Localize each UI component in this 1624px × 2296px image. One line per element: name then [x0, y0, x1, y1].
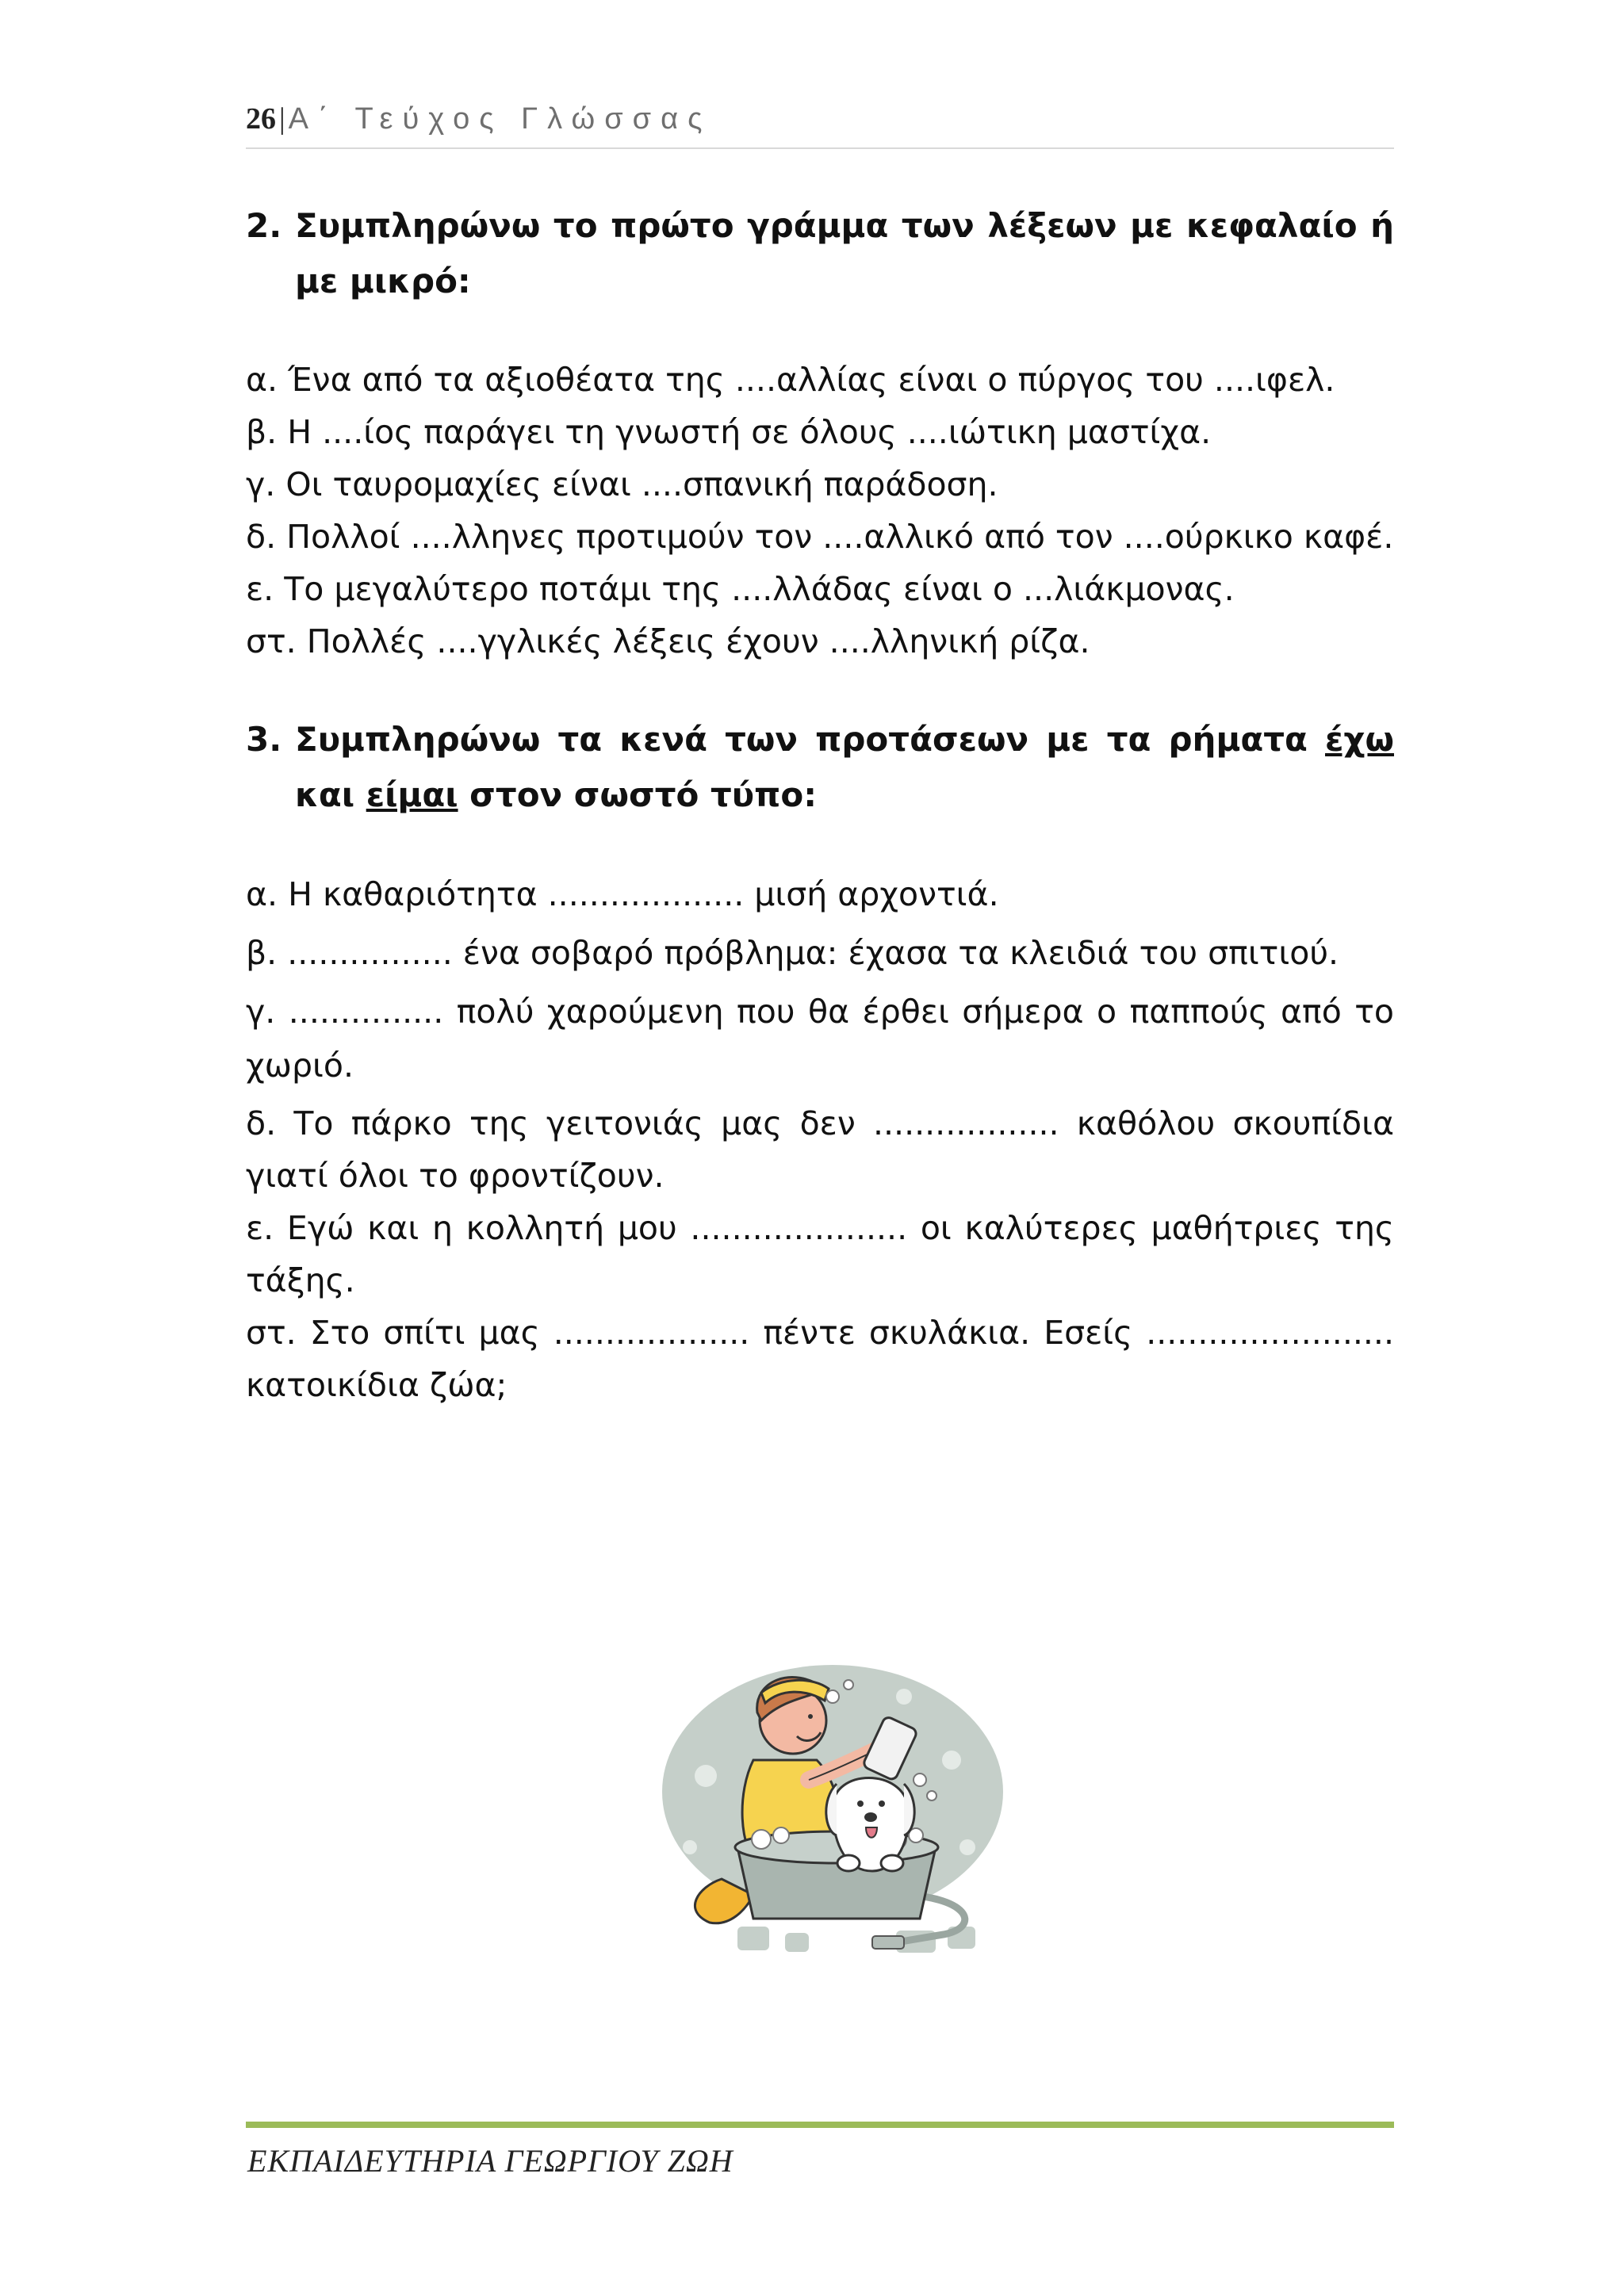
exercise-3-item: στ. Στο σπίτι μας ................... πέντε σκυλάκια. Εσείς ........................ κατοικίδια ζώα; [246, 1314, 1394, 1404]
footer-rule [246, 2122, 1394, 2128]
verb-eimai: είμαι [366, 775, 458, 814]
exercise-3-title: Συμπληρώνω τα κενά των προτάσεων με τα ρήματα έχω και είμαι στον σωστό τύπο: [295, 720, 1394, 814]
exercise-2-item: δ. Πολλοί ....λληνες προτιμούν τον ....αλλικό από τον ....ούρκικο καφέ. [246, 518, 1394, 556]
footer-text: ΕΚΠΑΙΔΕΥΤΗΡΙΑ ΓΕΩΡΓΙΟΥ ΖΩΗ [247, 2143, 733, 2179]
book-title: Α΄ Τεύχος Γλώσσας [288, 102, 712, 136]
exercise-3-item: δ. Το πάρκο της γειτονιάς μας δεν .................. καθόλου σκουπίδια γιατί όλοι το φροντίζουν. [246, 1104, 1394, 1195]
exercise-2-title: Συμπληρώνω το πρώτο γράμμα των λέξεων με κεφαλαίο ή με μικρό: [295, 206, 1394, 300]
header-separator: | [279, 102, 285, 136]
exercise-2-item: στ. Πολλές ....γγλικές λέξεις έχουν ....λληνική ρίζα. [246, 622, 1090, 660]
verb-echo: έχω [1325, 720, 1394, 759]
exercise-3-heading [246, 712, 1394, 823]
exercise-3-item: ε. Εγώ και η κολλητή μου ..................... οι καλύτερες μαθήτριες της τάξης. [246, 1209, 1394, 1299]
girl-washing-dog-clipart-icon [634, 1609, 1007, 1966]
exercise-3-number: 3. [246, 720, 282, 759]
girl-washing-dog-illustration [634, 1609, 1007, 1966]
exercise-3-item: α. Η καθαριότητα ................... μισή αρχοντιά. [246, 875, 999, 913]
exercise-2-list [246, 354, 1394, 668]
exercise-3-item: γ. ............... πολύ χαρούμενη που θα έρθει σήμερα ο παππούς από το χωριό. [246, 993, 1394, 1085]
exercise-2-item: ε. Το μεγαλύτερο ποτάμι της ....λλάδας είναι ο ...λιάκμονας. [246, 570, 1235, 608]
exercise-3-item: β. ................ ένα σοβαρό πρόβλημα: έχασα τα κλειδιά του σπιτιού. [246, 934, 1339, 972]
page-content [246, 198, 1394, 1411]
exercise-2-item: β. Η ....ίος παράγει τη γνωστή σε όλους ....ιώτικη μαστίχα. [246, 413, 1212, 451]
exercise-2-number: 2. [246, 206, 282, 245]
exercise-3-list [246, 867, 1394, 1411]
exercise-2-item: α. Ένα από τα αξιοθέατα της ....αλλίας είναι ο πύργος του ....ιφελ. [246, 361, 1335, 399]
exercise-2-item: γ. Οι ταυρομαχίες είναι ....σπανική παράδοση. [246, 465, 998, 503]
exercise-2-heading [246, 198, 1394, 309]
page-number: 26 [246, 102, 276, 136]
page-header [246, 101, 1394, 149]
